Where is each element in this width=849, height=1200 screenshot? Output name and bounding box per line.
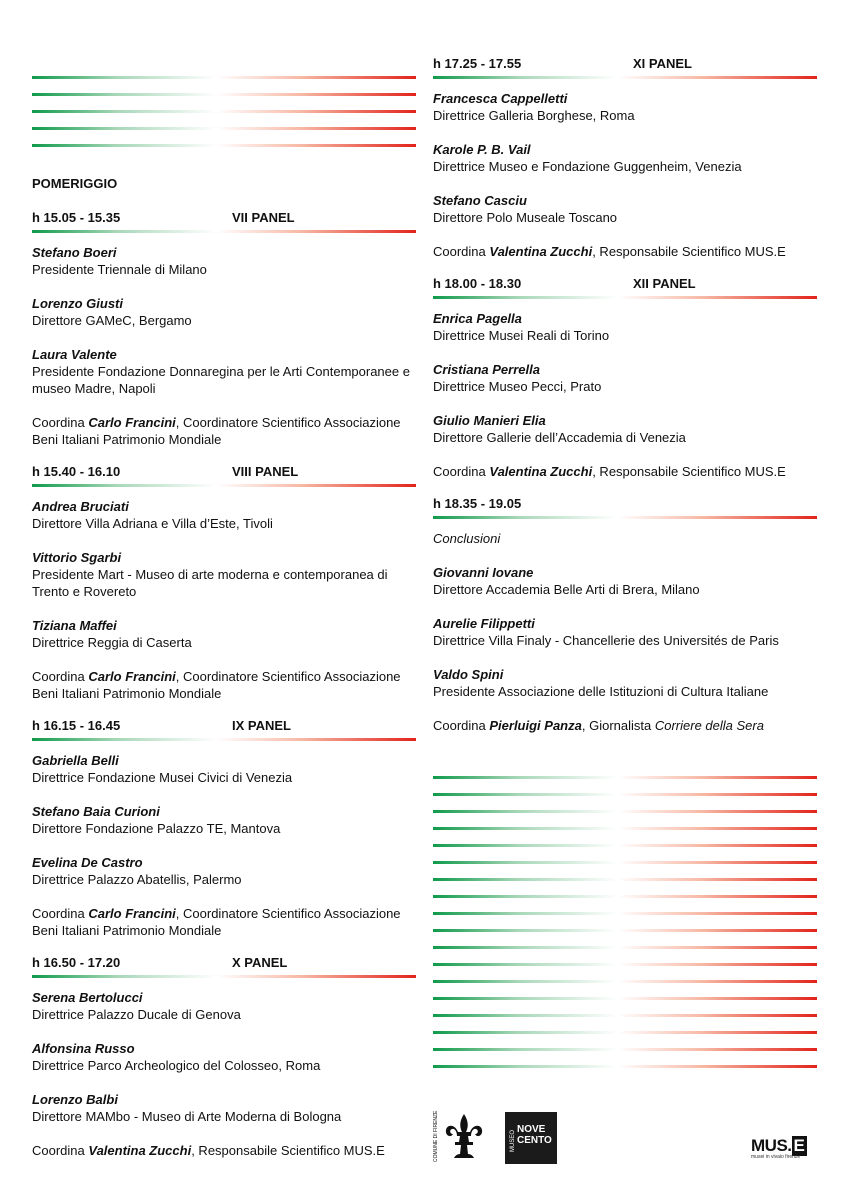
muse-logo [751,1136,817,1166]
speaker [433,666,817,700]
speaker [433,615,817,649]
panel-title: IX PANEL [232,718,291,733]
muse-box: E [793,1136,805,1155]
panel-time: h 18.00 - 18.30 [433,276,522,291]
conclusions-label: Conclusioni [433,531,501,546]
novecento-line1: NOVE [517,1124,546,1135]
panel-section [433,56,817,260]
panel-time: h 15.05 - 15.35 [32,210,121,225]
speaker [32,1091,416,1125]
coordinator [433,717,817,734]
tricolor-stripe [433,929,817,932]
logos-row [433,1110,817,1170]
speaker [32,1040,416,1074]
fleur-de-lis-icon [433,1110,495,1166]
coordinator-role: , Responsabile Scientifico MUS.E [592,244,786,259]
tricolor-stripe [32,144,416,147]
coordinator-prefix: Coordina [433,718,490,733]
coordinator-role: , Coordinatore Scientifico Associazione Beni Italiani Patrimonio Mondiale [32,669,401,701]
speaker [32,989,416,1023]
coordinator-role: , Coordinatore Scientifico Associazione Beni Italiani Patrimonio Mondiale [32,415,401,447]
speaker-role: Direttore Gallerie dell’Accademia di Venezia [433,430,686,445]
speaker-role: Direttore MAMbo - Museo di Arte Moderna di Bologna [32,1109,342,1124]
panel-time: h 16.15 - 16.45 [32,718,121,733]
tricolor-stripe [433,980,817,983]
speaker-name: Lorenzo Giusti [32,296,123,311]
museo-label: MUSEO [510,1129,516,1152]
speaker [433,310,817,344]
speaker-name: Serena Bertolucci [32,990,143,1005]
tricolor-rule [32,230,416,233]
speaker-name: Valdo Spini [433,667,504,682]
tricolor-stripe [433,776,817,779]
panel-header [32,210,416,227]
tricolor-rule [433,296,817,299]
panel-section [433,276,817,480]
speaker [32,549,416,600]
speaker-role: Direttore Villa Adriana e Villa d’Este, Tivoli [32,516,273,531]
panel-title: X PANEL [232,955,288,970]
tricolor-stripe [32,76,416,79]
tricolor-rule [433,516,817,519]
coordinator-role: , Responsabile Scientifico MUS.E [191,1143,385,1158]
speaker-name: Francesca Cappelletti [433,91,568,106]
tricolor-stripe [433,1014,817,1017]
speaker [433,90,817,124]
novecento-logo [505,1112,557,1164]
panel-header [433,276,817,293]
coordinator-name: Valentina Zucchi [88,1143,192,1158]
panel-title: VIII PANEL [232,464,299,479]
speaker-role: Direttore GAMeC, Bergamo [32,313,192,328]
muse-tagline: musei in vivaio firenze [751,1154,801,1160]
right-column [433,56,817,750]
tricolor-stripe [32,127,416,130]
coordinator [32,668,416,702]
speaker-name: Gabriella Belli [32,753,119,768]
tricolor-stripe [433,810,817,813]
coordinator-prefix: Coordina [32,415,89,430]
tricolor-stripe [32,110,416,113]
tricolor-stripe [433,1031,817,1034]
tricolor-stripe [433,912,817,915]
coordinator [32,905,416,939]
speaker-role: Direttore Polo Museale Toscano [433,210,618,225]
speaker-name: Laura Valente [32,347,117,362]
coordinator-name: Carlo Francini [88,669,176,684]
coordinator-name: Valentina Zucchi [489,244,593,259]
panel-time: h 18.35 - 19.05 [433,496,522,511]
speaker-name: Enrica Pagella [433,311,522,326]
decorative-stripes-bottom [433,776,817,1082]
speaker [433,192,817,226]
firenze-logo-text: COMUNE DI FIRENZE [433,1110,439,1162]
tricolor-stripe [433,878,817,881]
speaker-role: Direttore Accademia Belle Arti di Brera, Milano [433,582,700,597]
tricolor-stripe [433,861,817,864]
tricolor-stripe [32,93,416,96]
coordinator-prefix: Coordina [32,669,89,684]
speaker [433,361,817,395]
coordinator [32,1142,416,1159]
panel-title: XII PANEL [633,276,696,291]
panel-header [433,496,817,513]
tricolor-stripe [433,895,817,898]
speaker [32,803,416,837]
speaker-role: Direttrice Palazzo Ducale di Genova [32,1007,241,1022]
speaker [32,752,416,786]
tricolor-rule [32,975,416,978]
speaker-name: Karole P. B. Vail [433,142,531,157]
muse-wordmark: MUS. [751,1136,792,1155]
speaker-role: Presidente Associazione delle Istituzioni di Cultura Italiane [433,684,769,699]
coordinator-name: Pierluigi Panza [489,718,582,733]
speaker-role: Direttrice Parco Archeologico del Colosseo, Roma [32,1058,321,1073]
coordinator-role: , Giornalista [581,718,655,733]
speaker-role: Presidente Fondazione Donnaregina per le Arti Contemporanee e museo Madre, Napoli [32,364,410,396]
speaker-role: Direttrice Palazzo Abatellis, Palermo [32,872,242,887]
newspaper-name: Corriere della Sera [654,718,764,733]
tricolor-stripe [433,997,817,1000]
tricolor-stripe [433,963,817,966]
tricolor-rule [32,738,416,741]
coordinator [32,414,416,448]
panel-title: VII PANEL [232,210,295,225]
panel-header [32,955,416,972]
speaker [32,295,416,329]
panel-section [32,210,416,448]
speaker-name: Giulio Manieri Elia [433,413,546,428]
speaker-name: Andrea Bruciati [32,499,129,514]
speaker-name: Alfonsina Russo [32,1041,135,1056]
speaker [433,141,817,175]
speaker-role: Direttrice Villa Finaly - Chancellerie des Universités de Paris [433,633,779,648]
tricolor-stripe [433,1065,817,1068]
coordinator-role: , Coordinatore Scientifico Associazione Beni Italiani Patrimonio Mondiale [32,906,401,938]
speaker [433,564,817,598]
speaker-role: Direttrice Museo Pecci, Prato [433,379,602,394]
speaker-role: Presidente Triennale di Milano [32,262,207,277]
speaker-role: Presidente Mart - Museo di arte moderna e contemporanea di Trento e Rovereto [32,567,388,599]
speaker-name: Aurelie Filippetti [433,616,535,631]
coordinator-prefix: Coordina [32,906,89,921]
speaker-name: Stefano Boeri [32,245,117,260]
speaker [32,244,416,278]
tricolor-stripe [433,827,817,830]
panel-header [32,718,416,735]
speaker-name: Cristiana Perrella [433,362,540,377]
speaker-role: Direttrice Reggia di Caserta [32,635,192,650]
coordinator-name: Valentina Zucchi [489,464,593,479]
coordinator-name: Carlo Francini [88,906,176,921]
coordinator-prefix: Coordina [433,244,490,259]
speaker-name: Lorenzo Balbi [32,1092,118,1107]
speaker [32,854,416,888]
panel-section [32,955,416,1159]
speaker-role: Direttrice Musei Reali di Torino [433,328,610,343]
speaker [32,346,416,397]
speaker-name: Vittorio Sgarbi [32,550,122,565]
panel-section [32,718,416,939]
coordinator [433,243,817,260]
speaker [32,617,416,651]
panel-time: h 16.50 - 17.20 [32,955,121,970]
coordinator-name: Carlo Francini [88,415,176,430]
coordinator-role: , Responsabile Scientifico MUS.E [592,464,786,479]
speaker-name: Evelina De Castro [32,855,143,870]
novecento-wordmark [517,1124,552,1146]
speaker-role: Direttrice Museo e Fondazione Guggenheim, Venezia [433,159,742,174]
panel-title: XI PANEL [633,56,692,71]
panel-section [32,464,416,702]
speaker [32,498,416,532]
speaker-role: Direttrice Galleria Borghese, Roma [433,108,635,123]
panel-time: h 15.40 - 16.10 [32,464,121,479]
speaker [433,412,817,446]
novecento-line2: CENTO [517,1135,552,1146]
speaker-role: Direttore Fondazione Palazzo TE, Mantova [32,821,281,836]
tricolor-stripe [433,946,817,949]
coordinator [433,463,817,480]
decorative-stripes-top [32,76,416,161]
panel-section [433,496,817,734]
coordinator-prefix: Coordina [32,1143,89,1158]
tricolor-rule [433,76,817,79]
comune-di-firenze-logo [433,1110,495,1166]
tricolor-stripe [433,793,817,796]
speaker-name: Stefano Casciu [433,193,527,208]
panel-header [433,56,817,73]
tricolor-rule [32,484,416,487]
panel-header [32,464,416,481]
coordinator-prefix: Coordina [433,464,490,479]
tricolor-stripe [433,844,817,847]
speaker-name: Tiziana Maffei [32,618,117,633]
panel-time: h 17.25 - 17.55 [433,56,522,71]
left-column [32,176,416,1175]
speaker-name: Stefano Baia Curioni [32,804,160,819]
afternoon-heading: POMERIGGIO [32,176,118,191]
speaker-name: Giovanni Iovane [433,565,534,580]
speaker-role: Direttrice Fondazione Musei Civici di Venezia [32,770,293,785]
tricolor-stripe [433,1048,817,1051]
